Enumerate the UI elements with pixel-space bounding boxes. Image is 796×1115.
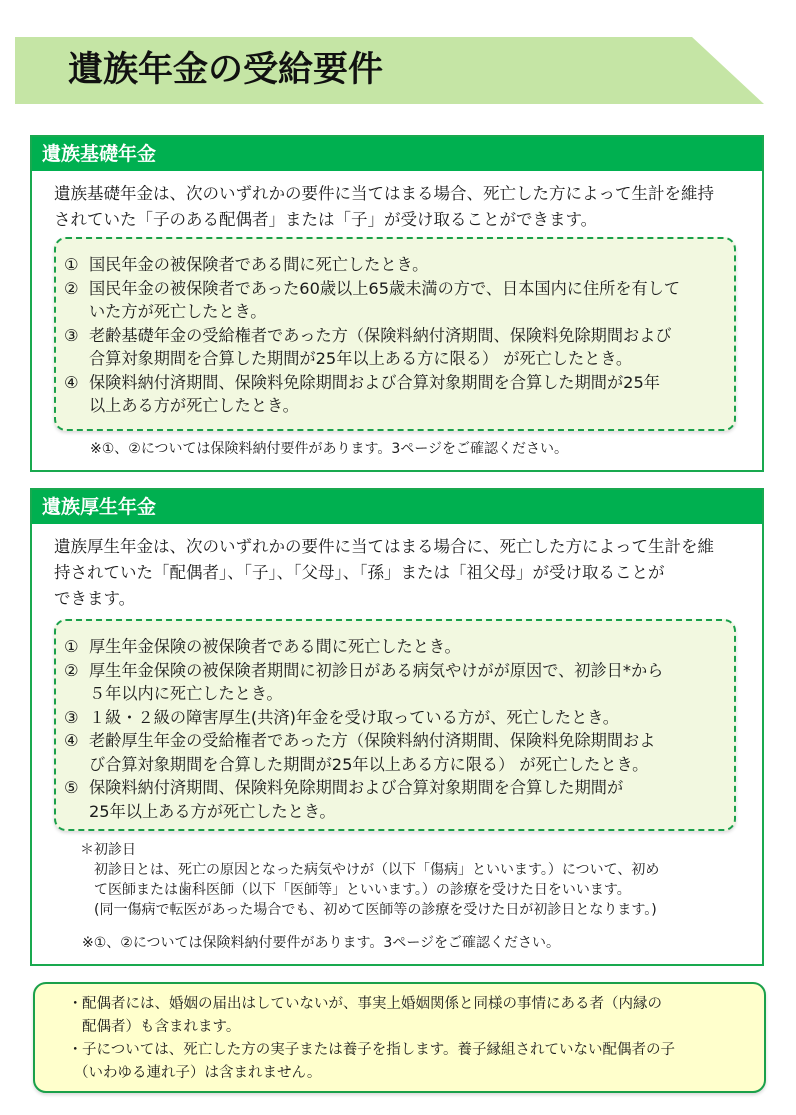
conditions-box (54, 237, 736, 431)
condition-number: ④ (64, 372, 79, 392)
intro-line: 遺族基礎年金は、次のいずれかの要件に当てはまる場合、死亡した方によって生計を維持 (54, 184, 714, 203)
condition-item (64, 324, 734, 371)
intro-line: 遺族厚生年金は、次のいずれかの要件に当てはまる場合に、死亡した方によって生計を維 (54, 537, 714, 556)
condition-item (64, 659, 734, 706)
condition-text: 保険料納付済期間、保険料免除期間および合算対象期間を合算した期間が25年 (89, 372, 660, 392)
condition-item (64, 253, 734, 277)
condition-number: ② (64, 278, 79, 298)
condition-text: 国民年金の被保険者である間に死亡したとき。 (89, 255, 429, 274)
condition-number: ① (64, 255, 79, 274)
condition-item (64, 706, 734, 730)
footnote-first-diagnosis-date (80, 840, 659, 920)
condition-text: １級・２級の障害厚生(共済)年金を受け取っている方が、死亡したとき。 (89, 707, 619, 727)
page-title: 遺族年金の受給要件 (68, 50, 384, 90)
condition-number: ② (64, 660, 79, 680)
asterisk-marker: ＊ (80, 842, 94, 858)
note-item (35, 993, 764, 1039)
condition-number: ④ (64, 731, 79, 750)
footnote-heading (80, 840, 659, 860)
supplementary-notes-box (33, 982, 766, 1093)
payment-requirement-note: ※①、②については保険料納付要件があります。3ページをご確認ください。 (82, 935, 561, 951)
intro-line: できます。 (54, 589, 136, 608)
condition-text: ５年以内に死亡したとき。 (89, 684, 283, 703)
condition-number: ① (64, 637, 79, 656)
condition-text: 老齢厚生年金の受給権者であった方（保険料納付済期間、保険料免除期間およ (89, 731, 656, 750)
footnote-line: 初診日とは、死亡の原因となった病気やけが（以下「傷病」といいます。）について、初め (94, 862, 660, 878)
intro-line: 持されていた「配偶者」、「子」、「父母」、「孫」または「祖父母」が受け取ることが (54, 563, 665, 582)
note-text: 配偶者）も含まれます。 (82, 1019, 241, 1035)
footnote-term: 初診日 (94, 842, 136, 858)
basic-pension-section (30, 135, 764, 472)
condition-text: いた方が死亡したとき。 (89, 302, 267, 321)
condition-item (64, 776, 734, 823)
title-banner (15, 37, 764, 104)
condition-text: 保険料納付済期間、保険料免除期間および合算対象期間を合算した期間が (89, 778, 624, 797)
condition-item (64, 635, 734, 659)
condition-number: ⑤ (64, 778, 79, 797)
condition-number: ③ (64, 707, 79, 727)
note-text: 子については、死亡した方の実子または養子を指します。養子縁組されていない配偶者の子 (82, 1042, 676, 1058)
employee-pension-section (30, 488, 764, 966)
condition-text: 国民年金の被保険者であった60歳以上65歳未満の方で、日本国内に住所を有して (89, 278, 681, 298)
condition-text: 厚生年金保険の被保険者である間に死亡したとき。 (89, 637, 461, 656)
condition-text: び合算対象期間を合算した期間が25年以上ある方に限る） が死亡したとき。 (89, 754, 649, 774)
condition-item (64, 729, 734, 776)
condition-text: 厚生年金保険の被保険者期間に初診日がある病気やけがが原因で、初診日*から (89, 660, 664, 680)
footnote-line: (同一傷病で転医があった場合でも、初めて医師等の診療を受けた日が初診日となります。) (94, 902, 657, 918)
note-text: （いわゆる連れ子）は含まれません。 (74, 1065, 322, 1081)
condition-text: 老齢基礎年金の受給権者であった方（保険料納付済期間、保険料免除期間および (89, 325, 672, 345)
section-intro (54, 534, 744, 612)
condition-text: 以上ある方が死亡したとき。 (89, 396, 299, 415)
bullet-marker: ・ (68, 1042, 83, 1058)
note-item (35, 1039, 764, 1085)
bullet-marker: ・ (68, 996, 83, 1012)
section-header: 遺族基礎年金 (32, 137, 762, 171)
condition-number: ③ (64, 325, 79, 345)
condition-item (64, 371, 734, 418)
intro-line: されていた「子のある配偶者」または「子」が受け取ることができます。 (54, 210, 598, 229)
conditions-box (54, 619, 736, 831)
condition-item (64, 277, 734, 324)
footnote-line: て医師または歯科医師（以下「医師等」といいます。）の診療を受けた日をいいます。 (94, 882, 631, 898)
condition-text: 25年以上ある方が死亡したとき。 (89, 801, 336, 821)
payment-requirement-note: ※①、②については保険料納付要件があります。3ページをご確認ください。 (90, 441, 569, 457)
condition-text: 合算対象期間を合算した期間が25年以上ある方に限る） が死亡したとき。 (89, 349, 633, 368)
note-text: 配偶者には、婚姻の届出はしていないが、事実上婚姻関係と同様の事情にある者（内縁の (82, 996, 662, 1012)
section-header: 遺族厚生年金 (32, 490, 762, 524)
section-intro (54, 181, 744, 233)
